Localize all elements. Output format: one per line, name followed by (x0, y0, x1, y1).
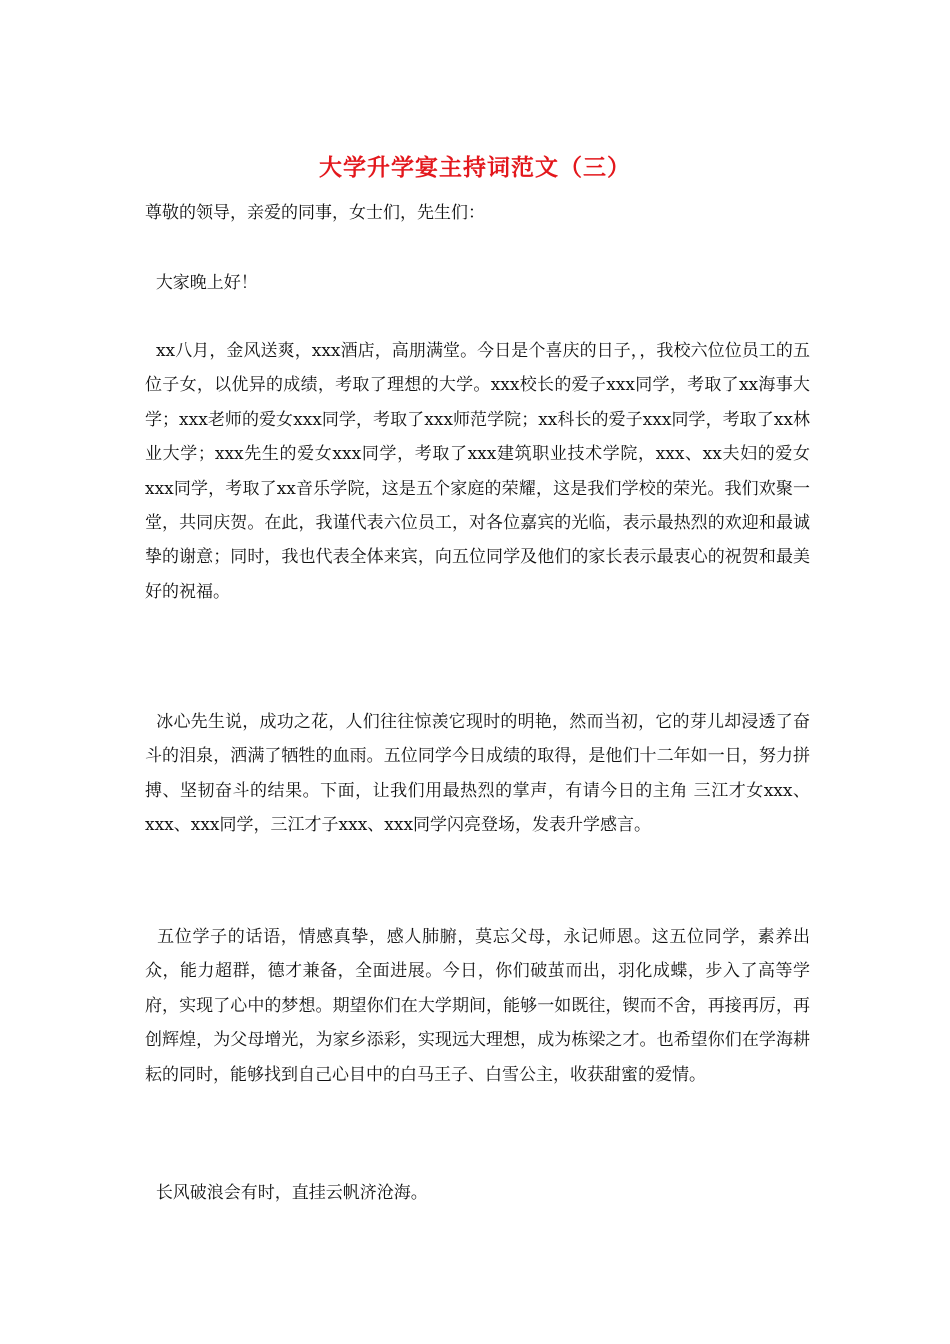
salutation: 尊敬的领导，亲爱的同事，女士们，先生们： (145, 203, 485, 223)
paragraph-closing-verse: 长风破浪会有时，直挂云帆济沧海。 (145, 1183, 428, 1203)
paragraph-bing-xin-quote: 冰心先生说，成功之花，人们往往惊羡它现时的明艳，然而当初，它的芽儿却浸透了奋斗的泪泉，洒满了牺牲的血雨。五位同学今日成绩的取得，是他们十二年如一日，努力拼搏、坚韧奋斗的结果。下面，让我们用最热烈的掌声，有请今日的主角 三江才女xxx、xxx、xxx同学，三江才子xxx、xxx同学闪亮登场，发表升学感言。 (145, 712, 811, 836)
document-title: 大学升学宴主持词范文（三） (319, 154, 631, 181)
paragraph-wishes: 五位学子的话语，情感真挚，感人肺腑，莫忘父母，永记师恩。这五位同学，素养出众，能力超群，德才兼备，全面进展。今日，你们破茧而出，羽化成蝶，步入了高等学府，实现了心中的梦想。期望你们在大学期间，能够一如既往，锲而不舍，再接再厉，再创辉煌，为父母增光，为家乡添彩，实现远大理想，成为栋梁之才。也希望你们在学海耕耘的同时，能够找到自己心目中的白马王子、白雪公主，收获甜蜜的爱情。 (145, 927, 811, 1085)
greeting: 大家晚上好！ (145, 273, 258, 293)
paragraph-announcement: xx八月，金风送爽，xxx酒店，高朋满堂。今日是个喜庆的日子，，我校六位位员工的五位子女，以优异的成绩，考取了理想的大学。xxx校长的爱子xxx同学，考取了xx海事大学；xxx老师的爱女xxx同学，考取了xxx师范学院；xx科长的爱子xxx同学，考取了xx林业大学；xxx先生的爱女xxx同学，考取了xxx建筑职业技术学院，xxx、xx夫妇的爱女xxx同学，考取了xx音乐学院，这是五个家庭的荣耀，这是我们学校的荣光。我们欢聚一堂，共同庆贺。在此，我谨代表六位员工，对各位嘉宾的光临，表示最热烈的欢迎和最诚挚的谢意；同时，我也代表全体来宾，向五位同学及他们的家长表示最衷心的祝贺和最美好的祝福。 (145, 341, 810, 602)
